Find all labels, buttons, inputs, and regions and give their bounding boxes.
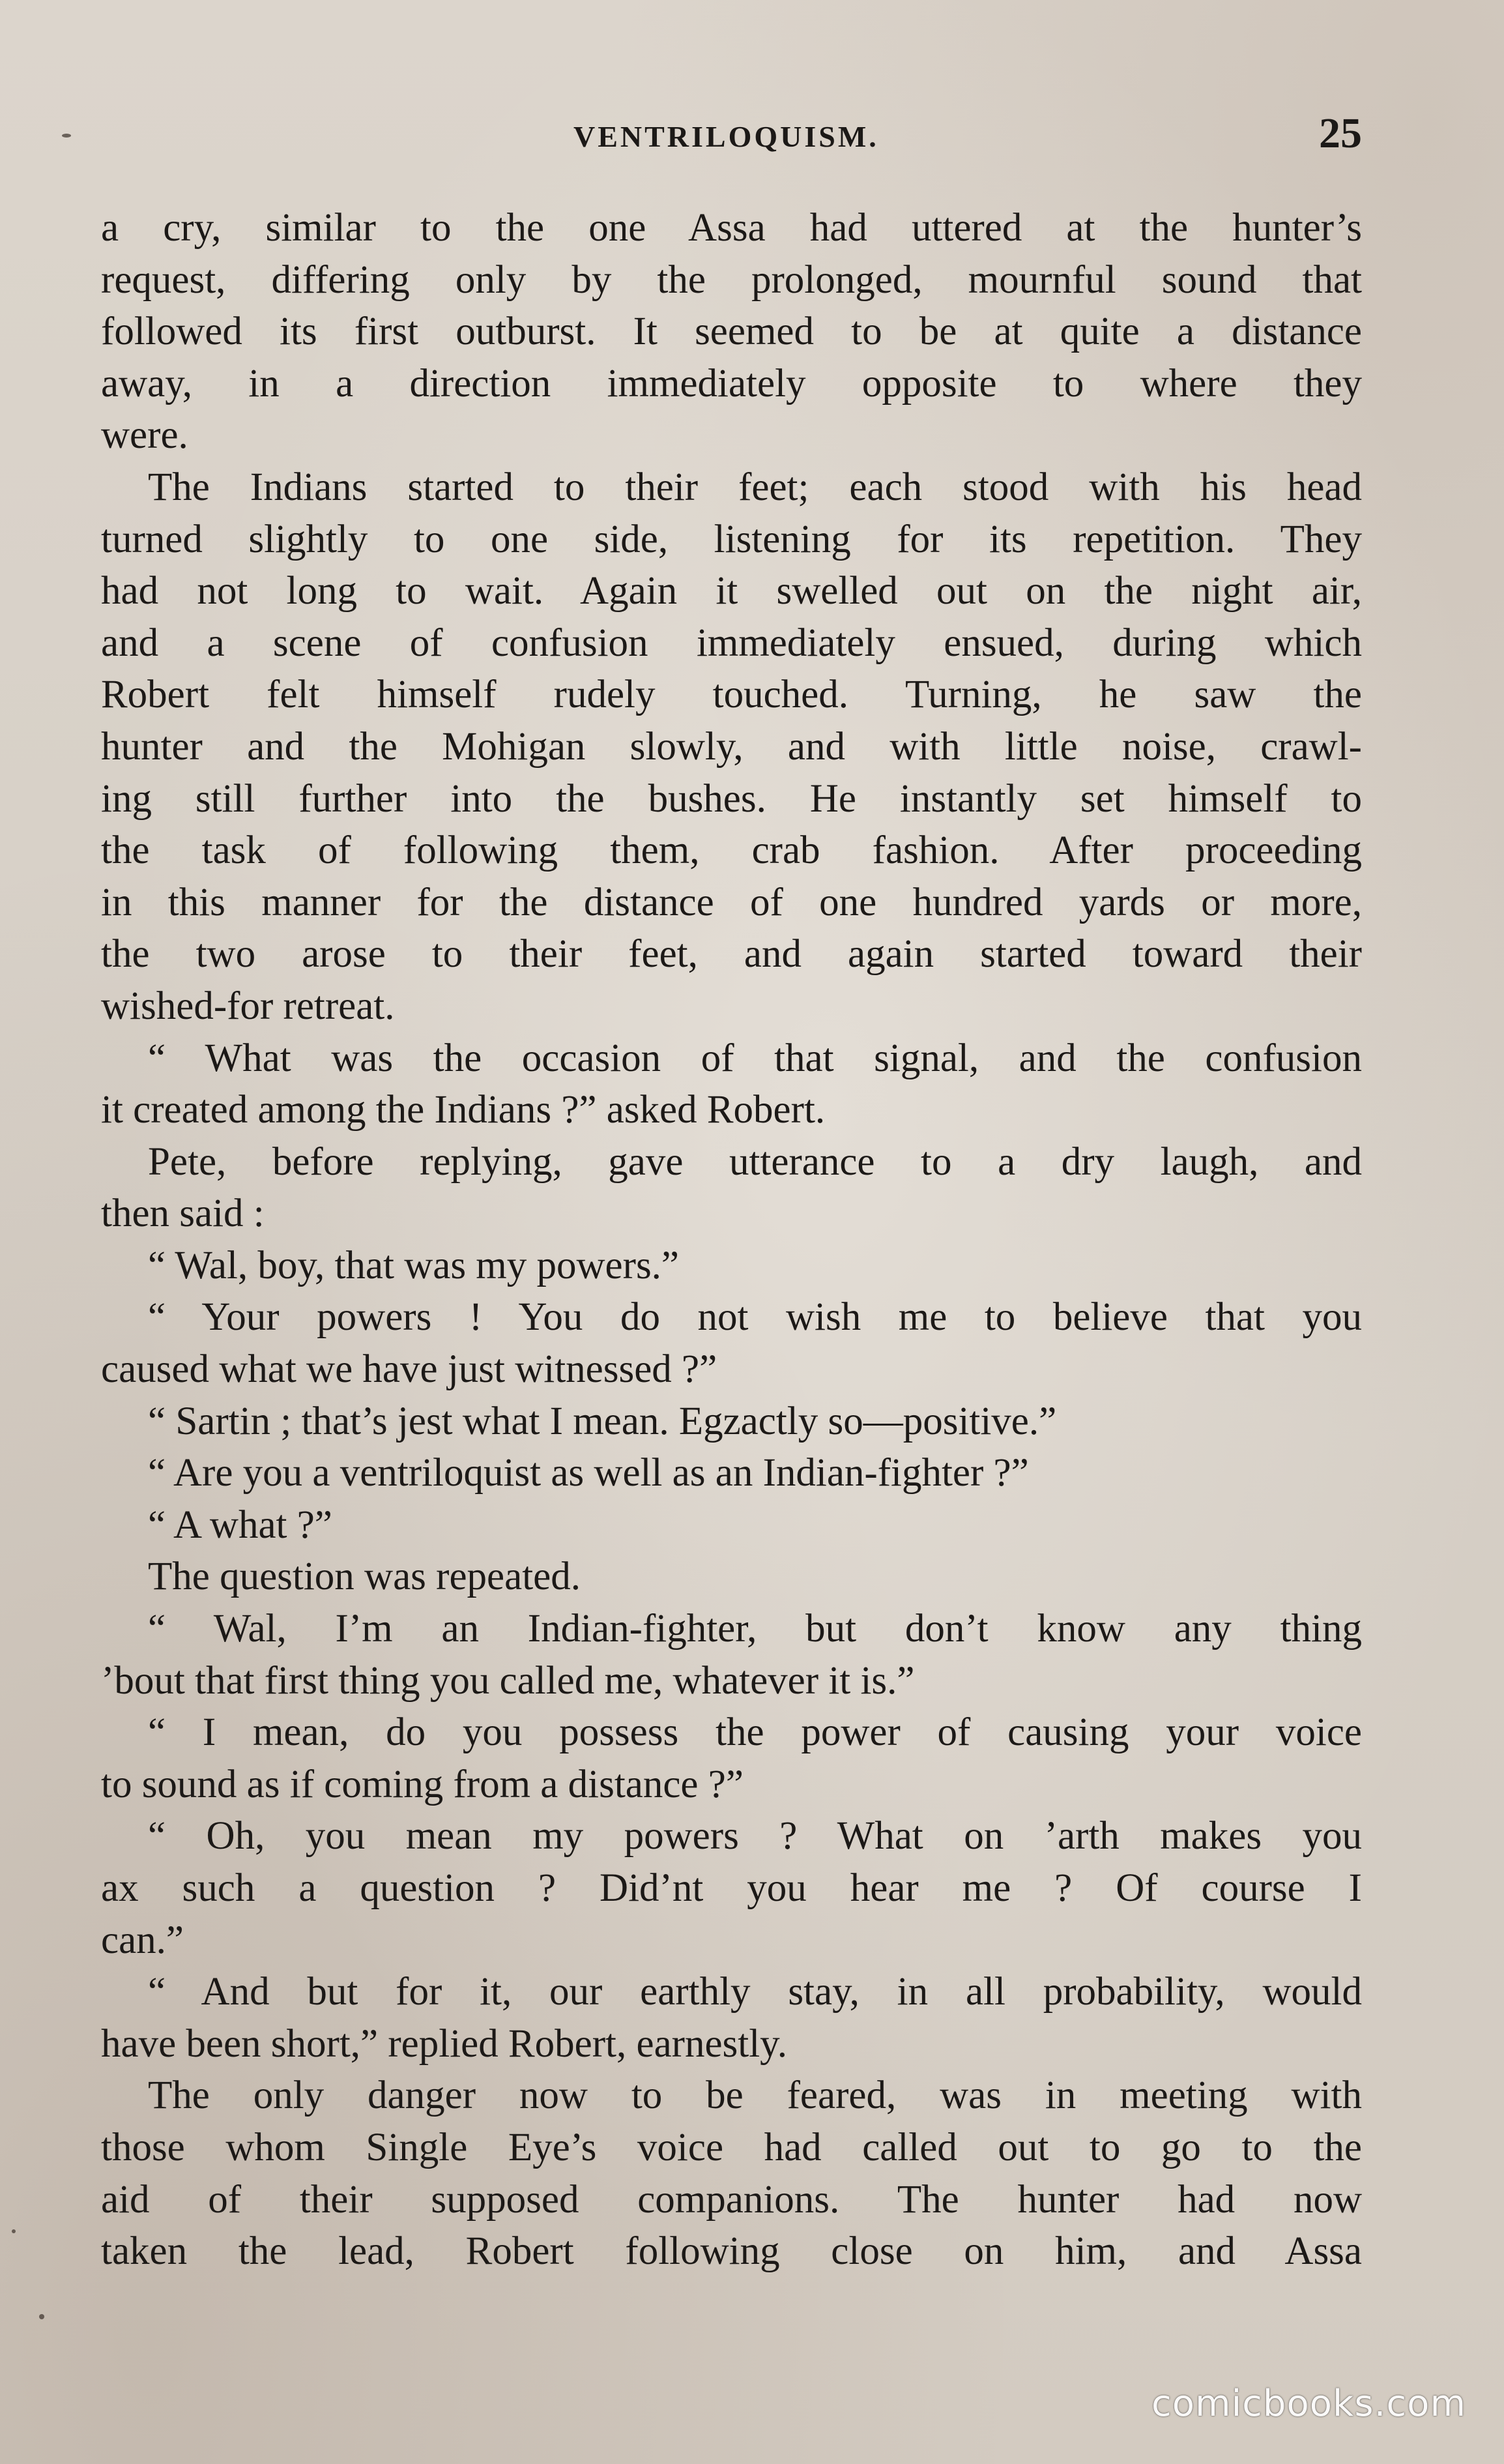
text-line: followed its first outburst. It seemed to be at quite a distance <box>101 310 1362 354</box>
text-line: then said : <box>101 1192 265 1236</box>
text-line: “ I mean, do you possess the power of causing your voice <box>148 1710 1362 1755</box>
text-line: “ Wal, boy, that was my powers.” <box>148 1243 680 1287</box>
text-line: can.” <box>101 1918 184 1962</box>
text-line: turned slightly to one side, listening for its repetition. They <box>101 517 1362 561</box>
text-line: hunter and the Mohigan slowly, and with little noise, crawl- <box>101 724 1362 769</box>
ink-speck <box>39 2314 44 2319</box>
text-line: The Indians started to their feet; each stood with his head <box>148 465 1362 509</box>
text-line: away, in a direction immediately opposite to where they <box>101 361 1362 405</box>
text-line: in this manner for the distance of one hundred yards or more, <box>101 880 1362 924</box>
text-line: The question was repeated. <box>148 1555 581 1599</box>
text-line: were. <box>101 413 188 458</box>
text-line: ’bout that first thing you called me, whatever it is.” <box>101 1658 915 1703</box>
text-line: “ And but for it, our earthly stay, in all probability, would <box>148 1970 1362 2014</box>
text-line: ing still further into the bushes. He instantly set himself to <box>101 776 1362 821</box>
text-line: the task of following them, crab fashion. After proceeding <box>101 829 1362 873</box>
text-line: “ What was the occasion of that signal, and the confusion <box>148 1036 1362 1080</box>
text-line: “ Wal, I’m an Indian-fighter, but don’t know any thing <box>148 1607 1362 1651</box>
text-line: “ Oh, you mean my powers ? What on ’arth makes you <box>148 1814 1362 1858</box>
text-line: and a scene of confusion immediately ensued, during which <box>101 621 1362 665</box>
text-line: “ Are you a ventriloquist as well as an Indian-fighter ?” <box>148 1451 1029 1495</box>
body-text <box>101 202 1362 2278</box>
text-line: had not long to wait. Again it swelled out on the night air, <box>101 569 1362 613</box>
text-line: have been short,” replied Robert, earnestly. <box>101 2021 787 2066</box>
text-line: “ Your powers ! You do not wish me to believe that you <box>148 1295 1362 1340</box>
text-line: caused what we have just witnessed ?” <box>101 1347 717 1392</box>
text-line: request, differing only by the prolonged, mournful sound that <box>101 257 1362 302</box>
text-line: it created among the Indians ?” asked Robert. <box>101 1088 826 1132</box>
text-line: “ A what ?” <box>148 1503 332 1547</box>
text-line: a cry, similar to the one Assa had uttered at the hunter’s <box>101 206 1362 250</box>
text-line: “ Sartin ; that’s jest what I mean. Egzactly so—positive.” <box>148 1399 1057 1443</box>
ink-speck <box>12 2229 16 2233</box>
text-line: aid of their supposed companions. The hunter had now <box>101 2177 1362 2222</box>
running-head: VENTRILOQUISM. <box>573 120 879 153</box>
text-line: Pete, before replying, gave utterance to a dry laugh, and <box>148 1139 1362 1184</box>
watermark: comicbooks.com <box>1151 2383 1466 2425</box>
text-line: ax such a question ? Did’nt you hear me ? Of course I <box>101 1866 1362 1910</box>
text-line: those whom Single Eye’s voice had called out to go to the <box>101 2125 1362 2169</box>
page-header <box>98 110 1362 179</box>
text-line: Robert felt himself rudely touched. Turning, he saw the <box>101 673 1362 717</box>
text-line: wished-for retreat. <box>101 984 395 1028</box>
text-line: to sound as if coming from a distance ?” <box>101 1762 744 1806</box>
text-line: The only danger now to be feared, was in meeting with <box>148 2074 1362 2118</box>
text-line: taken the lead, Robert following close on him, and Assa <box>101 2229 1362 2274</box>
page-number: 25 <box>1319 110 1362 157</box>
text-line: the two arose to their feet, and again started toward their <box>101 932 1362 976</box>
ink-speck <box>62 134 71 138</box>
